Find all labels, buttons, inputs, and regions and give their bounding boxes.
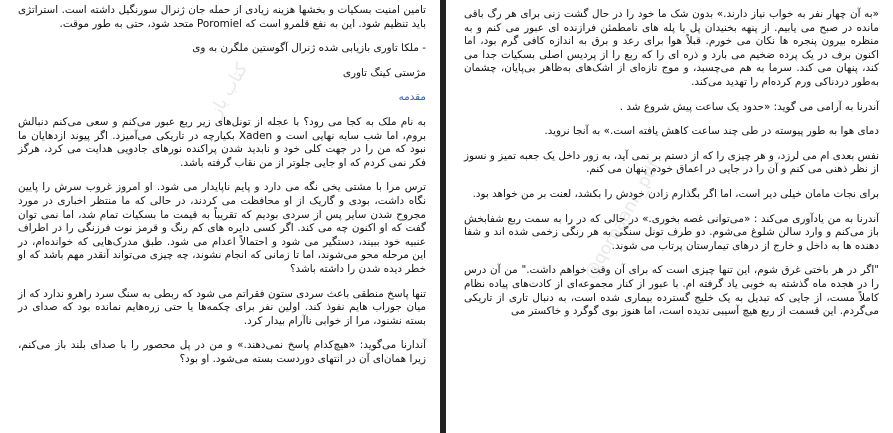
paragraph: مژستی کینگ تاوری <box>342 66 426 79</box>
right-page-text <box>464 8 879 330</box>
paragraph: آندرنا به من یادآوری می‌کند : «می‌توانی غصه بخوری.» در حالی که در را به سمت ربع شفابخش باز می‌کنم و وارد سالن شلوغ می‌شوم. دو طرف تونل سنگی به هر رنگی زخمی شده اند و شفا دهنده ها به داخل و خارج از درهای تیمارستان پرتاب می شوند. <box>464 212 879 252</box>
left-page <box>0 0 440 433</box>
paragraph: - ملکا تاوری بازیابی شده ژنرال آگوستین ملگرن به وی <box>192 42 426 55</box>
paragraph: دمای هوا به طور پیوسته در طی چند ساعت کاهش یافته است.» به آنجا نروید. <box>544 125 879 138</box>
paragraph: تنها پاسخ منطقی باعث سردی ستون فقراتم می شود که ربطی به سنگ سرد راهرو ندارد که از میان جوراب هایم نفوذ کند. اولین نفر برای چکمه‌ها یا حتی زره‌هایم نمانده بود که صدای در بسته نشنود، مرا از خوابی ناآرام بیدار کرد. <box>18 287 426 327</box>
section-heading[interactable]: مقدمه <box>398 91 426 104</box>
paragraph: آندرنا به آرامی می گوید: «حدود یک ساعت پیش شروع شد . <box>619 100 879 113</box>
watermark-right: @qorbaanii_pdf <box>580 157 665 283</box>
watermark-left: کتاب باز <box>205 59 253 121</box>
paragraph: برای نجات مامان خیلی دیر است، اما اگر بگذارم زادن خودش را بکشد، لعنت بر من خواهد بود. <box>472 187 879 200</box>
paragraph: به نام ملک به کجا می رود؟ با عجله از تونل‌های زیر ربع عبور می‌کنم و سعی می‌کنم دنبالش بروم، اما شب سایه نهایی است و Xaden بکیارچه در تاریکی می‌آمیزد. اگر پیوند ازدهایان ما نبود که من را در جهت کلی خود و نابدید شدن پراکنده نورهای جادویی هدایت می کرد، هرگز فکر نمی کردم که او جایی جلوتر از من نقاب گرفته باشد. <box>18 115 426 169</box>
right-page <box>446 0 893 433</box>
paragraph: نفس بعدی ام می لرزد، و هر چیزی را که از دستم بر نمی آید، به زور داخل یک جعبه تمیز و نسوز از نظر ذهنی می کنم و آن را در جایی در اعماق خودم پنهان می کنم. <box>464 149 879 176</box>
paragraph: آندارنا می‌گوید: «هیچ‌کدام پاسخ نمی‌دهند.» و من در پل محصور را با صدای بلند باز می‌کنم، زیرا همان‌ای آن در انتهای دوردست بسته می‌شود. او بود؟ <box>18 339 426 365</box>
paragraph: "اگر در هر باختی غرق شوم، این تنها چیزی است که برای آن وقت خواهم داشت." من آن درس را در هجده ماه گذشته به خوبی یاد گرفته ام. با عبور از کنار مجموعه‌ای از کادت‌های پیاده نظام کاملاً مست، از جایی که تبدیل به یک خلیج گسترده بیماری شده است، به دنبال تاری از تاریکی می‌گردم. این قسمت از ربع هیچ آسیبی ندیده است، اما هنوز بوی گوگرد و خاکستر می <box>464 264 879 318</box>
paragraph: تامین امنیت بسکیات و بخشها هزینه زیادی از حمله جان ژنرال سورنگیل داشته است. استراتژی باید تنظیم شود. این به نفع قلمرو است که Poromiel متحد شود، حتی به طور موقت. <box>18 4 426 30</box>
paragraph: «به آن چهار نفر به خواب نیاز دارند.» بدون شک ما خود را در حال گشت زنی برای هر رگ باقی مانده در صبح می یابیم. از پنهه بخنیدان پل با پله های نامطمئن فرازنده ای عبور می کنم و به منظره بیرون پنجره ها نکان می خورم. قبلاً هوا برای رعد و برق به اندازه کافی گرم بود، اما اکنون برف در یک پرده ضخیم می بارد و ذره ای را که ربع را از پردیس اصلی بسکیات جدا می کند، پنهان می کند. سرما به هم می‌چسبد، و موج تازه‌ای از اشک‌های به‌ظاهر بی‌پایان، چشمان به‌طور دردناکی ورم کرده‌ام را تهدید می‌کند. <box>464 8 879 88</box>
paragraph: ترس مرا با مشتی یخی نگه می دارد و پایم ناپایدار می شود. او امروز غروب سرش را پایین نگاه داشت، بودی و گاریک از او محافظت می کردند، در حالی که ما منتظر اخباری در مورد مجروح شدن سایر پس از سردی بودیم که تقریباً به قیمت ما بسکیات تمام شد، اما نمی توان گفت که او اکنون چه می کند. اگر کسی دایره های کم رنگ و قرمز نوت فرزنگی را در اطراف عنبیه خود ببیند، دستگیر می شود و احتمالاً اعدام می شود. طبق مدرک‌هایی که خوانده‌ام، در این مرحله محو می‌شوند، اما تا زمانی که انجام نشوند، چه چیزی می‌تواند آنقدر مهم باشد که او خطر دیده شدن را داشته باشد؟ <box>18 181 426 275</box>
left-page-text <box>18 4 426 377</box>
